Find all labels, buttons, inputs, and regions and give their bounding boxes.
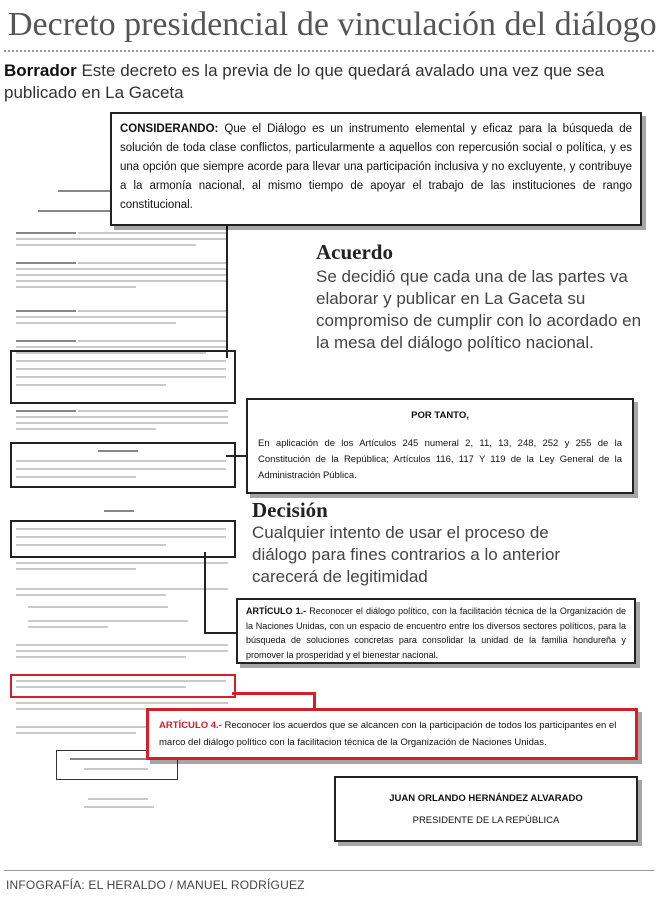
articulo1-label: ARTÍCULO 1.-: [246, 606, 307, 616]
articulo4-callout: [146, 708, 638, 760]
connector-por-tanto: [226, 455, 246, 457]
decision-title: Decisión: [252, 498, 328, 522]
footer-credit: INFOGRAFÍA: EL HERALDO / MANUEL RODRÍGUEZ: [6, 878, 305, 892]
considerando-text: Que el Diálogo es un instrumento elemental y eficaz para la búsqueda de solución de toda clase conflictos, particularmente a aquellos con repercusión social o política, y es una opción que siempre acorde para llevar una participación inclusiva y no excluyente, y contribuye a la armonía nacional, al mismo tiempo de apoyar el trabajo de las instituciones de rango constitucional.: [120, 123, 632, 211]
por-tanto-text: En aplicación de los Artículos 245 numeral 2, 11, 13, 248, 252 y 255 de la Constitución de la República; Artículos 116, 117 Y 119 de la Ley General de la Administración Pública.: [258, 438, 622, 481]
articulo4-text: Reconocer los acuerdos que se alcancen con la participación de todos los participantes en el marco del diálogo político con la facilitacion técnica de la Organización de Naciones Unidas.: [159, 720, 617, 748]
decision-text: Cualquier intento de usar el proceso de diálogo para fines contrarios a lo anterior carecerá de legitimidad: [252, 523, 561, 586]
por-tanto-callout: [246, 398, 634, 494]
acuerdo-text: Se decidió que cada una de las partes va elaborar y publicar en La Gaceta su compromiso de cumplir con lo acordado en la mesa del diálogo político nacional.: [316, 267, 642, 352]
acuerdo-title: Acuerdo: [316, 240, 393, 264]
connector-articulo1-h: [204, 632, 238, 634]
intro-paragraph: [4, 60, 644, 104]
footer-divider: [4, 870, 654, 871]
title-divider: [4, 50, 654, 52]
signature-name: JUAN ORLANDO HERNÁNDEZ ALVARADO: [389, 793, 583, 804]
intro-text: Este decreto es la previa de lo que quedará avalado una vez que sea publicado en La Gaceta: [4, 61, 605, 102]
connector-articulo1: [204, 552, 206, 634]
por-tanto-heading: POR TANTO,: [411, 410, 469, 421]
articulo1-callout: [236, 598, 636, 664]
considerando-callout: [110, 112, 642, 226]
articulo1-text: Reconocer el diálogo político, con la facilitación técnica de la Organización de la Naciones Unidas, con un espacio de encuentro entre los diversos sectores políticos, para la búsqueda de soluciones concretas para consolidar la unidad de la familia hondureña y promover la prosperidad y el bienestar nacional.: [246, 606, 627, 660]
signature-callout: [334, 776, 638, 842]
intro-bold-label: Borrador: [4, 61, 77, 80]
connector-considerando: [226, 226, 228, 358]
page-title: Decreto presidencial de vinculación del diálogo: [8, 6, 657, 43]
signature-role: PRESIDENTE DE LA REPÚBLICA: [412, 815, 560, 826]
considerando-label: CONSIDERANDO:: [120, 123, 219, 135]
articulo4-label: ARTÍCULO 4.-: [159, 720, 222, 731]
connector-articulo4: [232, 692, 316, 695]
